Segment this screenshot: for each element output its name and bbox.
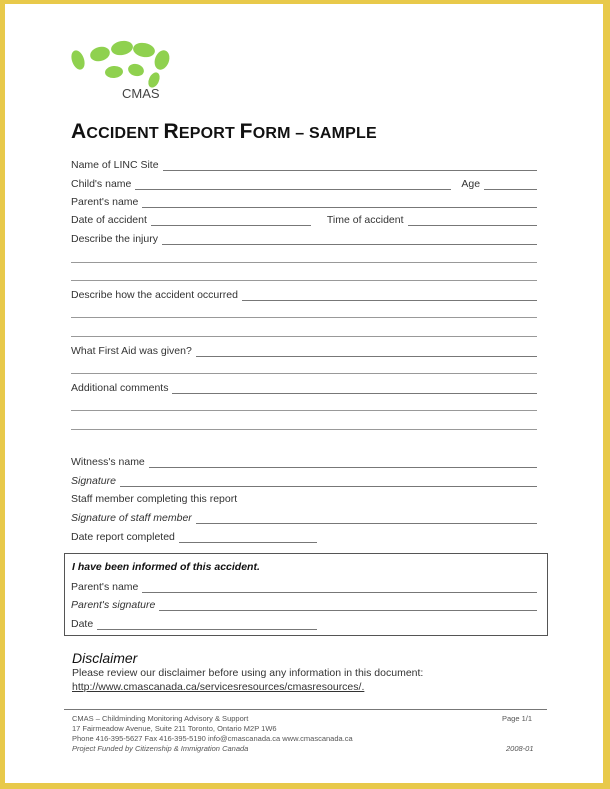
box-parent-name-field[interactable] [142, 581, 537, 593]
witness-signature-field[interactable] [120, 475, 537, 487]
injury-extra-line[interactable] [71, 280, 537, 281]
linc-site-field[interactable] [163, 159, 537, 171]
box-date-row: Date [71, 616, 317, 630]
box-parent-signature-field[interactable] [159, 599, 537, 611]
how-occurred-field[interactable] [242, 289, 537, 301]
comments-field[interactable] [172, 382, 537, 394]
date-of-accident-field[interactable] [151, 214, 311, 226]
date-time-row: Date of accident Time of accident [71, 212, 537, 226]
comments-extra-line[interactable] [71, 429, 537, 430]
footer-funding: Project Funded by Citizenship & Immigration Canada [72, 744, 249, 753]
staff-signature-row: Signature of staff member [71, 510, 537, 524]
parent-name-row: Parent's name [71, 194, 537, 208]
box-parent-signature-row: Parent's signature [71, 597, 537, 611]
staff-signature-field[interactable] [196, 512, 537, 524]
footer-divider [64, 709, 547, 710]
witness-row: Witness's name [71, 454, 537, 468]
footer-contact: Phone 416-395-5627 Fax 416-395-5190 info@cmascanada.ca www.cmascanada.ca [72, 734, 353, 743]
footer-date: 2008-01 [506, 744, 534, 753]
time-of-accident-field[interactable] [408, 214, 537, 226]
injury-field[interactable] [162, 233, 537, 245]
date-report-field[interactable] [179, 531, 317, 543]
disclaimer-text: Please review our disclaimer before using any information in this document: [72, 667, 424, 679]
disclaimer-title: Disclaimer [72, 650, 138, 666]
comments-row: Additional comments [71, 380, 537, 394]
signature-row: Signature [71, 473, 537, 487]
age-field[interactable] [484, 178, 537, 190]
footer-address: 17 Fairmeadow Avenue, Suite 211 Toronto, Ontario M2P 1W6 [72, 724, 277, 733]
child-name-row: Child's name Age [71, 176, 537, 190]
box-date-field[interactable] [97, 618, 317, 630]
date-report-row: Date report completed [71, 529, 317, 543]
staff-member-row: Staff member completing this report [71, 493, 238, 505]
how-occurred-extra-line[interactable] [71, 336, 537, 337]
witness-name-field[interactable] [149, 456, 537, 468]
injury-row: Describe the injury [71, 231, 537, 245]
first-aid-extra-line[interactable] [71, 373, 537, 374]
footer-page-number: Page 1/1 [502, 714, 533, 723]
linc-site-row: Name of LINC Site [71, 157, 537, 171]
form-title: ACCIDENT REPORT FORM – SAMPLE [71, 120, 377, 143]
parent-box-heading: I have been informed of this accident. [72, 561, 260, 573]
first-aid-row: What First Aid was given? [71, 343, 537, 357]
footer-org: CMAS – Childminding Monitoring Advisory & Support [72, 714, 249, 723]
child-name-field[interactable] [135, 178, 451, 190]
how-occurred-row: Describe how the accident occurred [71, 287, 537, 301]
disclaimer-link[interactable]: http://www.cmascanada.ca/servicesresources/cmasresources/. [72, 681, 365, 693]
box-parent-name-row: Parent's name [71, 579, 537, 593]
how-occurred-extra-line[interactable] [71, 317, 537, 318]
injury-extra-line[interactable] [71, 262, 537, 263]
first-aid-field[interactable] [196, 345, 537, 357]
parent-name-field[interactable] [142, 196, 537, 208]
logo-text: CMAS [122, 86, 160, 101]
comments-extra-line[interactable] [71, 410, 537, 411]
